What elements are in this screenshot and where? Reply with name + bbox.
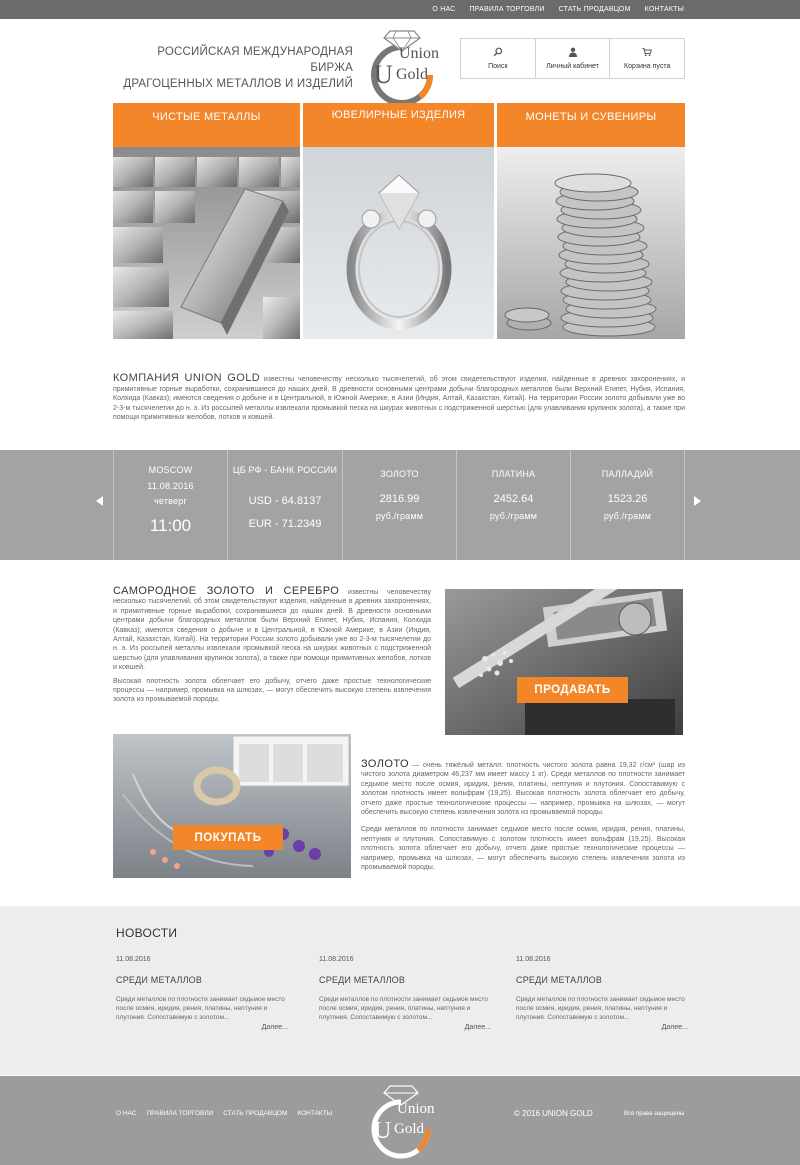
account-button-label: Личный кабинет bbox=[546, 63, 599, 70]
calipers-photo bbox=[445, 589, 683, 735]
native-gold-text bbox=[113, 587, 431, 709]
footer-nav-about[interactable]: О НАС bbox=[116, 1110, 137, 1117]
news-date: 11.08.2016 bbox=[319, 956, 354, 963]
native-gold-p2: Высокая плотность золота облегчает его добычу, отчего даже простые технологические процессы — например, промывка на шлюзах, — могут обеспечить высокую степень извлечения золота из промываемой породы. bbox=[113, 677, 431, 704]
news-body: Среди металлов по плотности занимает седьмое место после осмия, иридия, рения, платины, нептуния и плутония. Сопоставимую с золотом... bbox=[319, 996, 488, 1021]
cart-button-label: Корзина пуста bbox=[624, 63, 671, 70]
footer-nav-become-seller[interactable]: СТАТЬ ПРОДАВЦОМ bbox=[223, 1110, 288, 1117]
native-gold-heading: САМОРОДНОЕ ЗОЛОТО И СЕРЕБРО bbox=[113, 585, 340, 597]
news-title: НОВОСТИ bbox=[116, 926, 178, 940]
ticker-palladium-price: 1523.26 bbox=[607, 493, 648, 505]
footer-logo[interactable] bbox=[364, 1076, 438, 1160]
ticker-gold-unit: руб./грамм bbox=[375, 511, 424, 521]
cart-button[interactable] bbox=[610, 39, 684, 78]
news-section bbox=[0, 906, 800, 1075]
topnav-contacts[interactable]: КОНТАКТЫ bbox=[644, 6, 684, 13]
header-slogan bbox=[113, 44, 353, 92]
news-date: 11.08.2016 bbox=[116, 956, 151, 963]
native-gold-p1: известны человечеству несколько тысячелетий, об этом свидетельствуют изделия, найденные в древних захоронениях, и примитивные горные выработки, сохранившиеся до наших дней. В древности основными центрами добычи благородных металлов были Верхний Египет, Нубия, Испания, Колхида (Кавказ); имеются сведения о добыче и в Центральной, в Южной Америке, в Азии (Индия, Алтай, Казахстан, Китай). На территории России золото добывали уже во 2-3-м тысячелетии до н. э. Из россыпей металлы извлекали промывкой песка на шкурах животных с подстриженной шерстью (для улавливания крупинок золота), а также при помощи примитивных желобов, лотков и ковшей. bbox=[113, 589, 431, 672]
news-item bbox=[116, 956, 288, 1031]
footer-nav-rules[interactable]: ПРАВИЛА ТОРГОВЛИ bbox=[146, 1110, 214, 1117]
coin-stack-image bbox=[497, 147, 685, 339]
category-coins[interactable] bbox=[497, 103, 685, 339]
ticker-weekday: четверг bbox=[154, 496, 187, 506]
ticker-palladium-name: ПАЛЛАДИЙ bbox=[601, 469, 654, 479]
ticker-platinum-price: 2452.64 bbox=[493, 493, 534, 505]
user-icon bbox=[568, 47, 578, 57]
category-coins-title: МОНЕТЫ И СУВЕНИРЫ bbox=[497, 103, 685, 147]
gold-text bbox=[361, 760, 685, 880]
news-body: Среди металлов по плотности занимает седьмое место после осмия, иридия, рения, платины, нептуния и плутония. Сопоставимую с золотом... bbox=[516, 996, 685, 1021]
category-jewelry[interactable] bbox=[303, 103, 494, 339]
diamond-ring-image bbox=[303, 147, 494, 339]
news-more-link[interactable]: Далее... bbox=[464, 1024, 491, 1031]
ticker-next-icon[interactable] bbox=[694, 496, 701, 506]
gold-p1: — очень тяжёлый металл: плотность чистого золота равна 19,32 г/см³ (шар из чистого золота диаметром 46,237 мм имеет массу 1 кг). Среди металлов по плотности занимает седьмое место после осмия, иридия, рения, платины, нептуния и плутония. Сопоставимую с золотом плотность имеет вольфрам (19,25). Высокая плотность золота облегчает его добычу, отчего даже простые технологические процессы — например, промывка на шлюзах, — могут обеспечить высокую степень извлечения золота из промываемой породы. bbox=[361, 762, 685, 817]
jewelry-box-image bbox=[113, 734, 351, 878]
svg-text:U: U bbox=[374, 1118, 392, 1144]
footer-copyright: © 2016 UNION GOLD bbox=[514, 1109, 593, 1118]
news-more-link[interactable]: Далее... bbox=[261, 1024, 288, 1031]
ticker-platinum bbox=[456, 450, 570, 560]
sell-button[interactable]: ПРОДАВАТЬ bbox=[517, 677, 628, 703]
news-headline[interactable]: СРЕДИ МЕТАЛЛОВ bbox=[516, 975, 603, 985]
search-button-label: Поиск bbox=[488, 63, 508, 70]
footer-nav bbox=[116, 1110, 332, 1117]
ticker-cbr bbox=[227, 450, 342, 560]
slogan-line-1: РОССИЙСКАЯ МЕЖДУНАРОДНАЯ БИРЖА bbox=[157, 46, 353, 74]
ticker-palladium-unit: руб./грамм bbox=[603, 511, 652, 521]
footer-rights: Все права защищены bbox=[624, 1111, 685, 1117]
footer-logo-emblem-icon bbox=[364, 1076, 438, 1160]
top-nav bbox=[432, 0, 684, 19]
ticker-palladium bbox=[570, 450, 685, 560]
news-body: Среди металлов по плотности занимает седьмое место после осмия, иридия, рения, платины, нептуния и плутония. Сопоставимую с золотом... bbox=[116, 996, 285, 1021]
company-text: известны человечеству несколько тысячелетий, об этом свидетельствуют изделия, найденные в древних захоронениях, и примитивные горные выработки, сохранившиеся до наших дней. В древности основными центрами добычи благородных металлов были Верхний Египет, Нубия, Испания, Колхида (Кавказ); имеются сведения о добыче и в Центральной, в Южной Америке, в Азии (Индия, Алтай, Казахстан, Китай). На территории России золото добывали уже во 2-3-м тысячелетии до н. э. Из россыпей металлы извлекали промывкой песка на шкурах животных с подстриженной шерстью (для улавливания крупинок золота), а также при помощи примитивных желобов, лотков и ковшей. bbox=[113, 376, 685, 422]
silver-bars-image bbox=[113, 147, 300, 339]
company-description bbox=[113, 374, 685, 423]
news-more-link[interactable]: Далее... bbox=[661, 1024, 688, 1031]
gold-p2: Среди металлов по плотности занимает седьмое место после осмия, иридия, рения, платины, нептуния и плутония. Сопоставимую с золотом плотность имеет вольфрам (19,25). Высокая плотность золота облегчает его добычу, отчего даже простые технологические процессы — например, промывка на шлюзах, — могут обеспечить высокую степень извлечения золота из промываемой породы. bbox=[361, 826, 685, 872]
footer-logo-text-union: Union bbox=[397, 1101, 435, 1117]
logo-text-gold: Gold bbox=[396, 66, 428, 83]
ticker-gold-name: ЗОЛОТО bbox=[380, 469, 419, 479]
ticker-platinum-name: ПЛАТИНА bbox=[491, 469, 536, 479]
ticker-prev-icon[interactable] bbox=[96, 496, 103, 506]
buy-button[interactable]: ПОКУПАТЬ bbox=[173, 825, 283, 850]
ticker-bank-title: ЦБ РФ - БАНК РОССИИ bbox=[232, 465, 338, 475]
news-headline[interactable]: СРЕДИ МЕТАЛЛОВ bbox=[319, 975, 406, 985]
ticker-gold bbox=[342, 450, 456, 560]
ticker-time: 11:00 bbox=[149, 516, 192, 535]
ticker-eur: EUR - 71.2349 bbox=[248, 518, 322, 530]
ticker-usd: USD - 64.8137 bbox=[248, 495, 322, 507]
footer-nav-contacts[interactable]: КОНТАКТЫ bbox=[297, 1110, 333, 1117]
ticker-city: MOSCOW bbox=[148, 465, 193, 475]
header-actions bbox=[460, 38, 685, 79]
ticker-platinum-unit: руб./грамм bbox=[489, 511, 538, 521]
news-date: 11.08.2016 bbox=[516, 956, 551, 963]
topnav-about[interactable]: О НАС bbox=[432, 6, 456, 13]
svg-text:U: U bbox=[374, 60, 393, 89]
topnav-become-seller[interactable]: СТАТЬ ПРОДАВЦОМ bbox=[558, 6, 631, 13]
news-headline[interactable]: СРЕДИ МЕТАЛЛОВ bbox=[116, 975, 203, 985]
category-jewelry-title: ЮВЕЛИРНЫЕ ИЗДЕЛИЯ bbox=[303, 103, 494, 147]
cart-icon bbox=[642, 47, 652, 57]
logo[interactable] bbox=[362, 17, 442, 105]
footer bbox=[0, 1076, 800, 1165]
jewelry-box-photo bbox=[113, 734, 351, 878]
category-pure-metals[interactable] bbox=[113, 103, 300, 339]
footer-logo-text-gold: Gold bbox=[394, 1121, 424, 1137]
slogan-line-2: ДРАГОЦЕННЫХ МЕТАЛЛОВ И ИЗДЕЛИЙ bbox=[123, 78, 353, 90]
ticker-gold-price: 2816.99 bbox=[379, 493, 420, 505]
gold-heading: ЗОЛОТО bbox=[361, 758, 409, 770]
search-button[interactable] bbox=[461, 39, 536, 78]
company-heading: КОМПАНИЯ UNION GOLD bbox=[113, 372, 261, 384]
category-pure-metals-title: ЧИСТЫЕ МЕТАЛЛЫ bbox=[113, 103, 300, 147]
logo-text-union: Union bbox=[399, 45, 439, 62]
search-icon bbox=[493, 47, 503, 57]
ticker-datetime bbox=[113, 450, 227, 560]
account-button[interactable] bbox=[536, 39, 611, 78]
news-item bbox=[319, 956, 491, 1031]
topnav-rules[interactable]: ПРАВИЛА ТОРГОВЛИ bbox=[469, 6, 545, 13]
news-item bbox=[516, 956, 688, 1031]
calipers-image bbox=[445, 589, 683, 735]
ticker-date: 11.08.2016 bbox=[147, 481, 194, 491]
rates-ticker bbox=[0, 450, 800, 560]
